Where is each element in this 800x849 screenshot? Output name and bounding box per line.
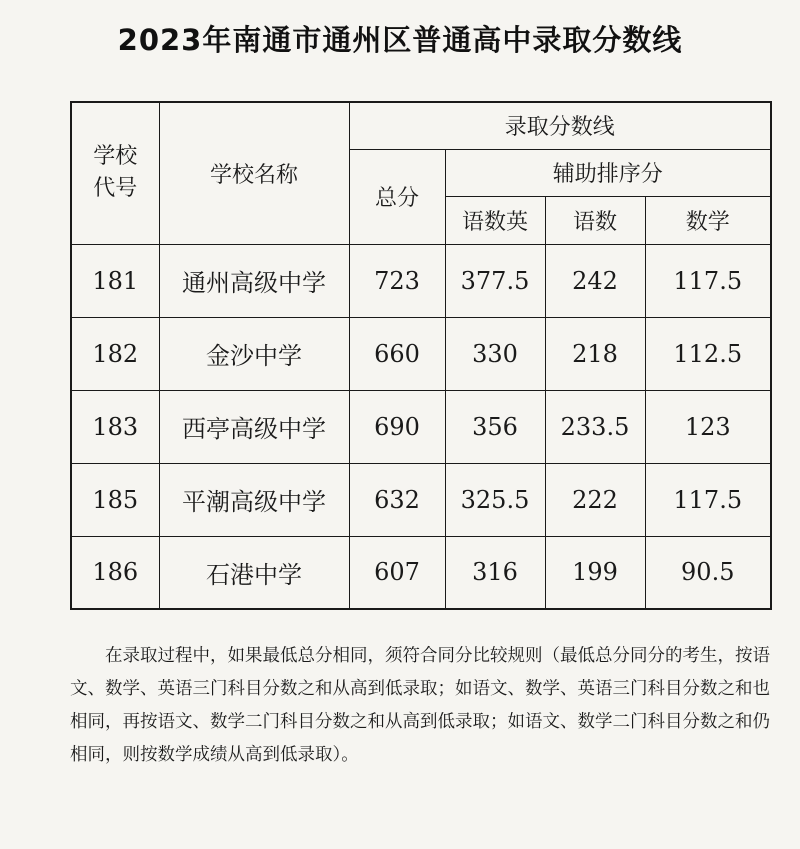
table-row: [71, 317, 771, 390]
table-row: [71, 463, 771, 536]
cell-total: 690: [349, 390, 445, 463]
cell-chinese-math-english: 330: [445, 317, 545, 390]
cell-code: 183: [71, 390, 159, 463]
cell-chinese-math-english: 325.5: [445, 463, 545, 536]
table-row: [71, 390, 771, 463]
cell-school-name: 通州高级中学: [159, 244, 349, 317]
header-school-name: 学校名称: [159, 102, 349, 244]
table-row: [71, 536, 771, 609]
header-school-code-line2: 代号: [93, 176, 138, 202]
header-aux-score: 辅助排序分: [445, 149, 771, 196]
header-math: 数学: [645, 196, 771, 244]
cell-math: 123: [645, 390, 771, 463]
cell-school-name: 金沙中学: [159, 317, 349, 390]
header-school-code: [71, 102, 159, 244]
cell-school-name: 石港中学: [159, 536, 349, 609]
cell-chinese-math: 242: [545, 244, 645, 317]
cell-chinese-math: 222: [545, 463, 645, 536]
cell-total: 723: [349, 244, 445, 317]
header-chinese-math: 语数: [545, 196, 645, 244]
cell-school-name: 西亭高级中学: [159, 390, 349, 463]
cell-code: 186: [71, 536, 159, 609]
admission-score-table: [70, 101, 772, 610]
cell-school-name: 平潮高级中学: [159, 463, 349, 536]
cell-total: 632: [349, 463, 445, 536]
header-chinese-math-english: 语数英: [445, 196, 545, 244]
cell-chinese-math-english: 377.5: [445, 244, 545, 317]
cell-chinese-math: 218: [545, 317, 645, 390]
cell-total: 607: [349, 536, 445, 609]
cell-chinese-math: 199: [545, 536, 645, 609]
cell-total: 660: [349, 317, 445, 390]
cell-chinese-math-english: 316: [445, 536, 545, 609]
header-school-code-line1: 学校: [93, 144, 138, 170]
cell-code: 182: [71, 317, 159, 390]
cell-chinese-math-english: 356: [445, 390, 545, 463]
header-total: 总分: [349, 149, 445, 244]
cell-code: 181: [71, 244, 159, 317]
tie-break-rule-note: 在录取过程中，如果最低总分相同，须符合同分比较规则（最低总分同分的考生，按语文、数学、英语三门科目分数之和从高到低录取；如语文、数学、英语三门科目分数之和也相同，再按语文、数学二门科目分数之和从高到低录取；如语文、数学二门科目分数之和仍相同，则按数学成绩从高到低录取）。: [70, 646, 770, 765]
cell-math: 117.5: [645, 244, 771, 317]
page-title: 2023年南通市通州区普通高中录取分数线: [117, 23, 683, 57]
cell-math: 90.5: [645, 536, 771, 609]
cell-chinese-math: 233.5: [545, 390, 645, 463]
cell-math: 117.5: [645, 463, 771, 536]
table-row: [71, 244, 771, 317]
header-cutoff: 录取分数线: [349, 102, 771, 149]
cell-math: 112.5: [645, 317, 771, 390]
cell-code: 185: [71, 463, 159, 536]
